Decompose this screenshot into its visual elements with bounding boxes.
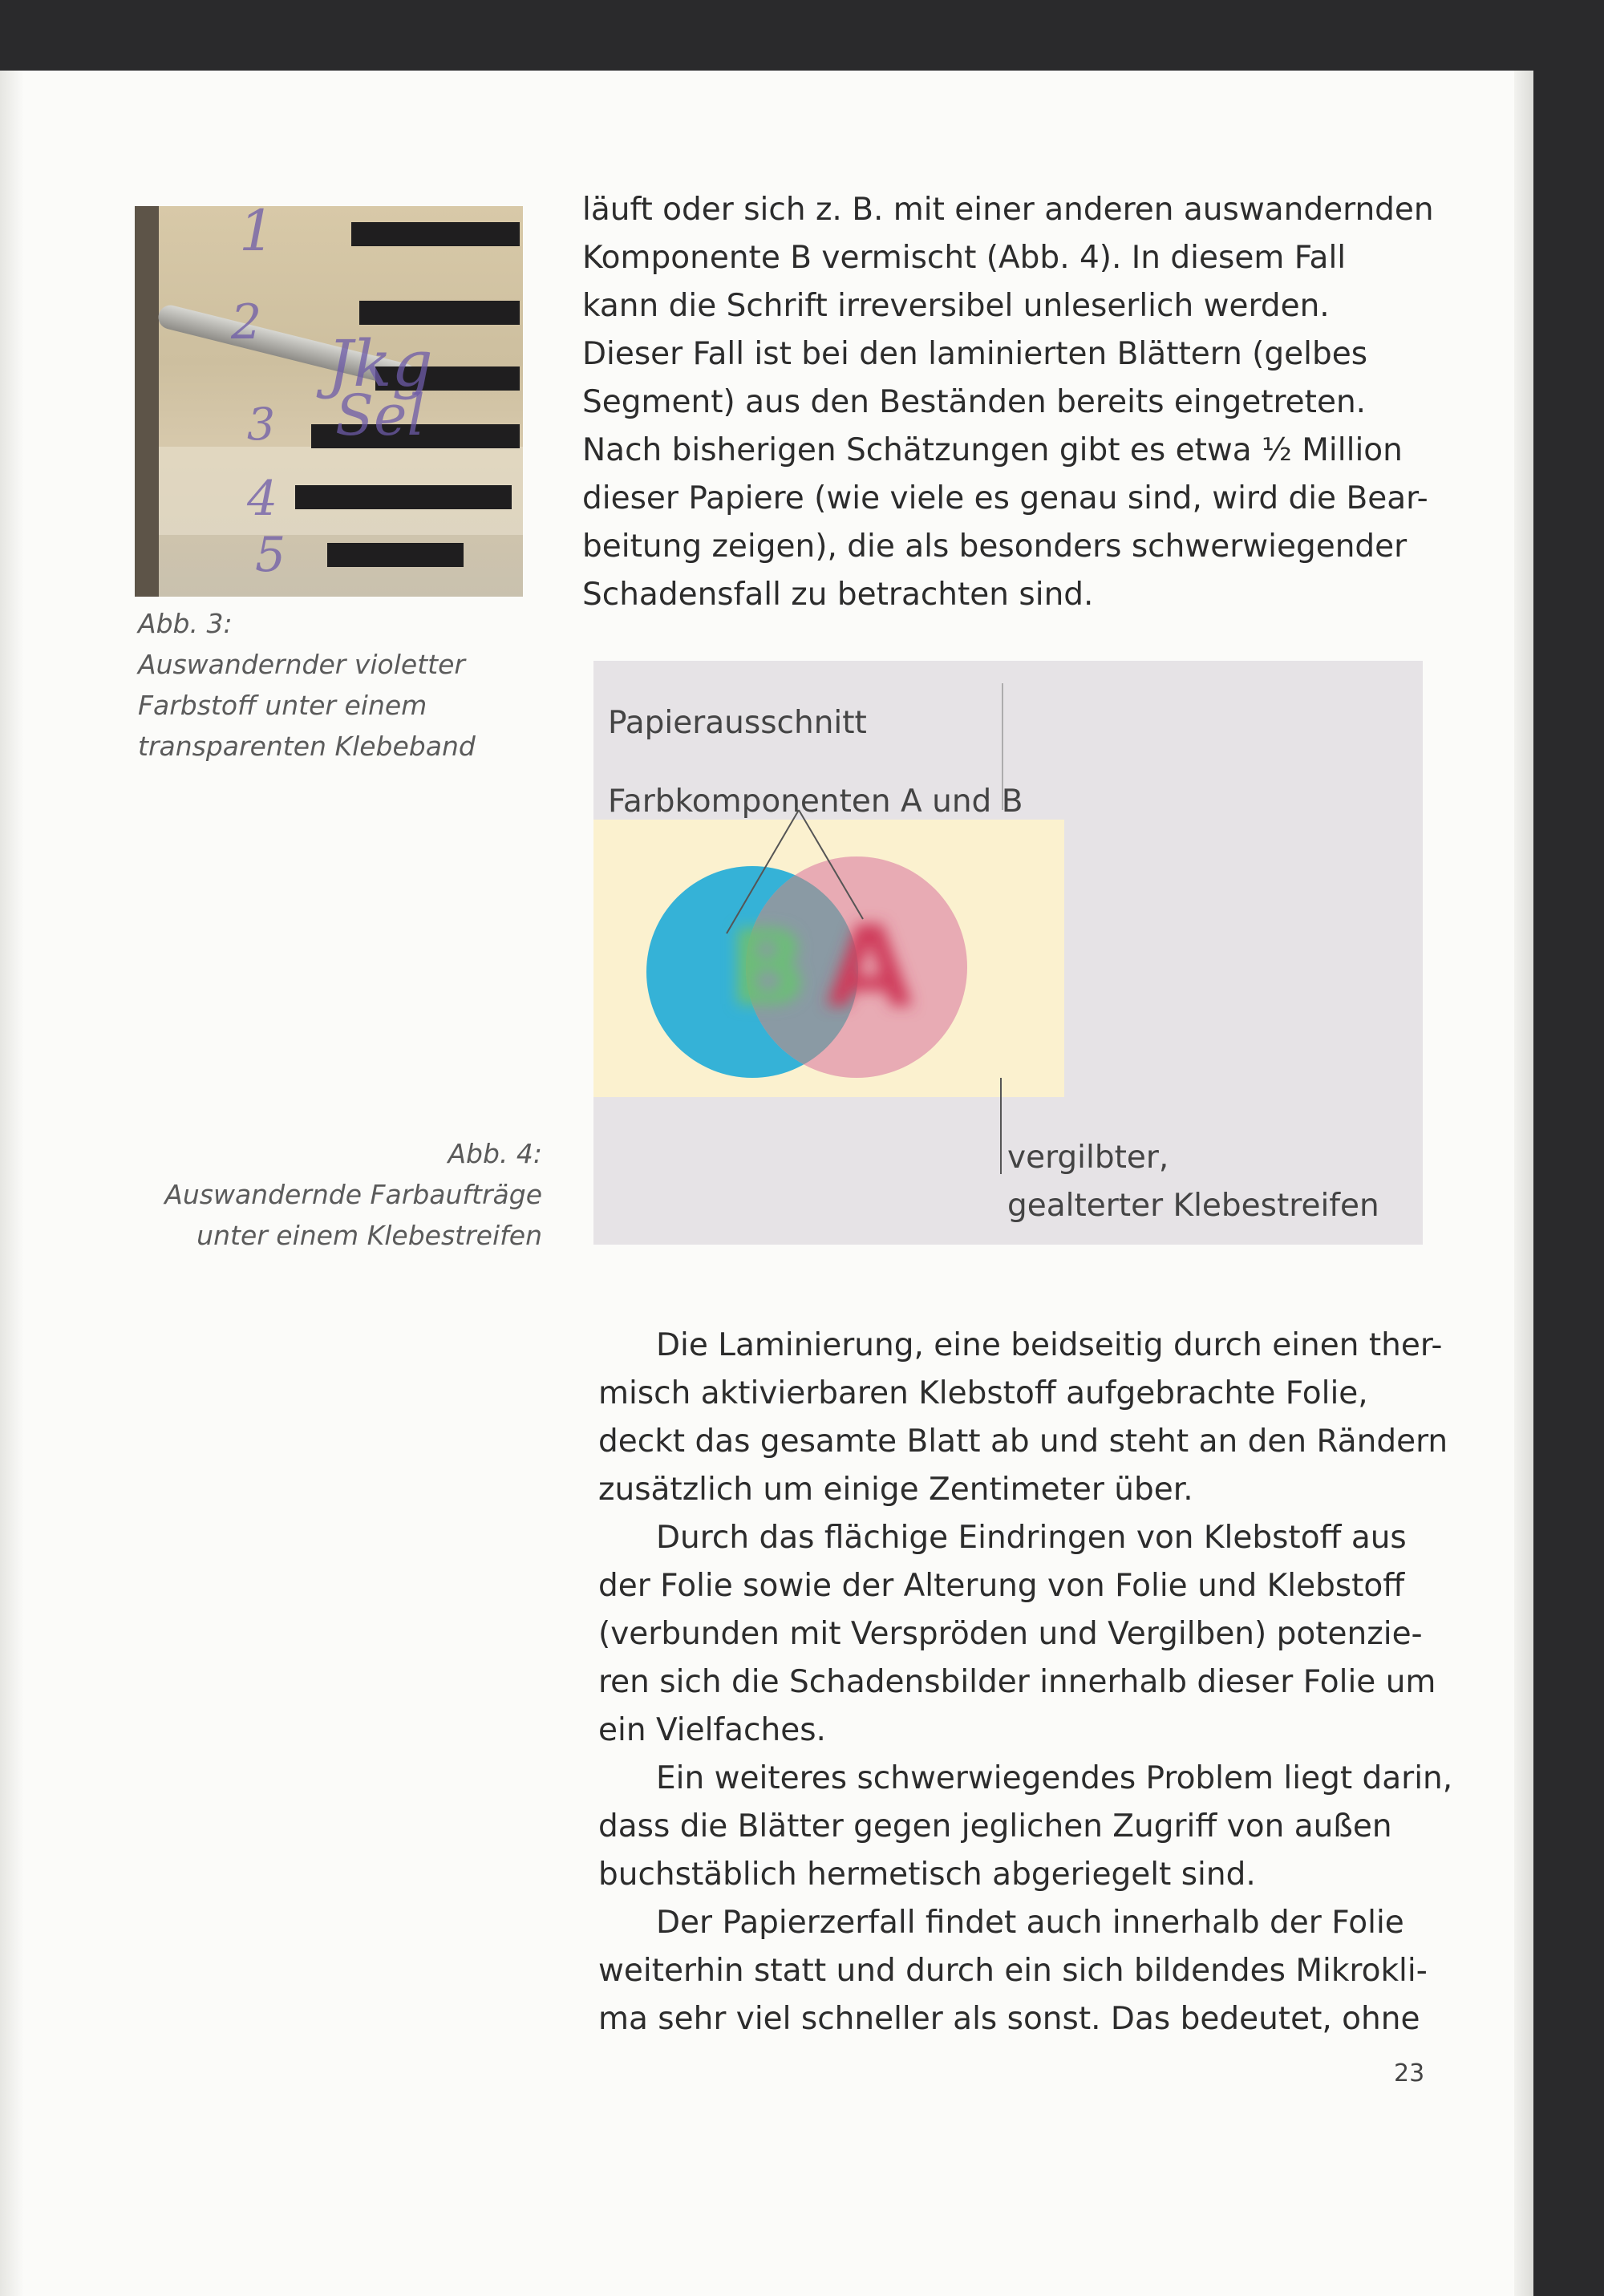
redaction-bar — [359, 301, 520, 325]
figure4-diagram — [593, 661, 1423, 1245]
handwriting: Sel — [335, 383, 425, 448]
caption-line: Abb. 3: — [138, 608, 233, 639]
text-line: (verbunden mit Verspröden und Vergilben) potenzie- — [598, 1616, 1423, 1652]
photo-post — [135, 206, 159, 597]
caption-line: Auswandernder violetter — [138, 649, 465, 680]
text-line: Dieser Fall ist bei den laminierten Blättern (gelbes — [582, 336, 1368, 372]
text-line: dass die Blätter gegen jeglichen Zugriff von außen — [598, 1808, 1392, 1844]
label-components: Farbkomponenten A und B — [608, 784, 1023, 820]
figure4-caption — [136, 1133, 542, 1256]
handwriting: 1 — [239, 206, 275, 264]
text-column-top — [582, 186, 1434, 619]
text-line: ren sich die Schadensbilder innerhalb dieser Folie um — [598, 1664, 1436, 1700]
redaction-bar — [327, 543, 464, 567]
text-line: Ein weiteres schwerwiegendes Problem liegt darin, — [656, 1760, 1453, 1796]
text-line: läuft oder sich z. B. mit einer anderen auswandernden — [582, 192, 1434, 228]
text-line: misch aktivierbaren Klebstoff aufgebrachte Folie, — [598, 1375, 1368, 1411]
text-line: Die Laminierung, eine beidseitig durch einen ther- — [656, 1327, 1443, 1363]
letter-a: A — [826, 902, 913, 1033]
handwriting: Jkg — [327, 326, 433, 401]
text-line: beitung zeigen), die als besonders schwerwiegender — [582, 528, 1408, 565]
label-paper: Papierausschnitt — [608, 705, 867, 741]
text-line: Segment) aus den Beständen bereits eingetreten. — [582, 384, 1367, 420]
text-line: Komponente B vermischt (Abb. 4). In diesem Fall — [582, 240, 1347, 276]
text-line: Durch das flächige Eindringen von Klebstoff aus — [656, 1520, 1407, 1556]
redaction-bar — [351, 222, 520, 246]
text-line: Nach bisherigen Schätzungen gibt es etwa ½ Million — [582, 432, 1403, 468]
text-line: Schadensfall zu betrachten sind. — [582, 577, 1094, 613]
text-line: ein Vielfaches. — [598, 1712, 826, 1748]
handwriting: 3 — [247, 399, 275, 450]
text-column-bottom — [598, 1322, 1452, 2043]
caption-line: unter einem Klebestreifen — [196, 1220, 542, 1251]
text-line: dieser Papiere (wie viele es genau sind, wird die Bear- — [582, 480, 1428, 516]
figure3-caption — [138, 603, 476, 767]
caption-line: Auswandernde Farbaufträge — [164, 1179, 542, 1210]
text-line: kann die Schrift irreversibel unleserlich werden. — [582, 288, 1330, 324]
letter-b: B — [728, 907, 808, 1029]
caption-line: Farbstoff unter einem — [138, 690, 427, 721]
caption-line: transparenten Klebeband — [138, 731, 476, 762]
handwriting: 5 — [255, 527, 286, 583]
handwriting: 2 — [231, 294, 262, 350]
page-edge — [1514, 71, 1533, 2296]
text-line: Der Papierzerfall findet auch innerhalb der Folie — [656, 1905, 1404, 1941]
gutter-shadow — [0, 71, 24, 2296]
text-line: der Folie sowie der Alterung von Folie und Klebstoff — [598, 1568, 1405, 1604]
page-number: 23 — [1394, 2059, 1425, 2087]
handwriting: 4 — [247, 471, 278, 527]
redaction-bar — [295, 485, 512, 509]
text-line: zusätzlich um einige Zentimeter über. — [598, 1472, 1193, 1508]
text-line: ma sehr viel schneller als sonst. Das bedeutet, ohne — [598, 2001, 1420, 2037]
text-line: deckt das gesamte Blatt ab und steht an den Rändern — [598, 1423, 1448, 1460]
label-tape-line2: gealterter Klebestreifen — [1007, 1188, 1379, 1224]
text-line: weiterhin statt und durch ein sich bildendes Mikrokli- — [598, 1953, 1428, 1989]
label-tape-line1: vergilbter, — [1007, 1140, 1169, 1176]
caption-line: Abb. 4: — [448, 1138, 542, 1169]
figure3-photo — [135, 206, 523, 597]
text-line: buchstäblich hermetisch abgeriegelt sind. — [598, 1857, 1256, 1893]
